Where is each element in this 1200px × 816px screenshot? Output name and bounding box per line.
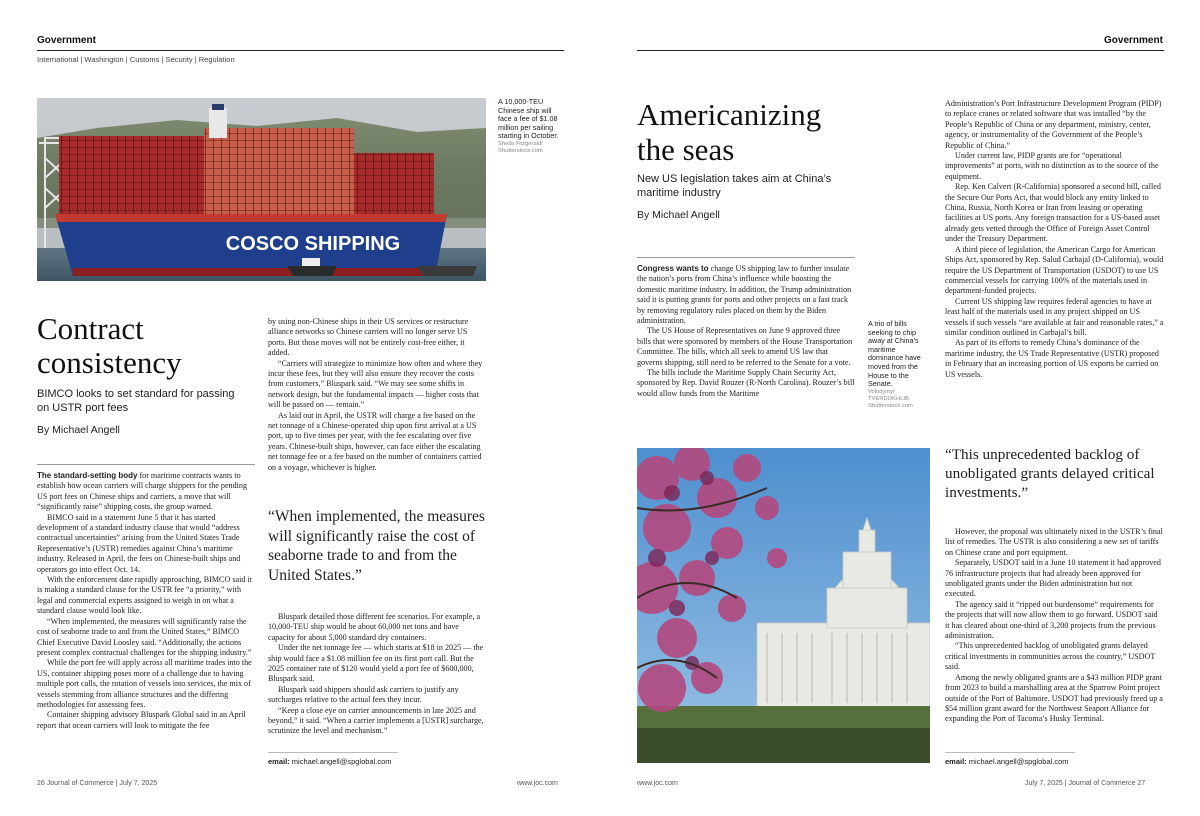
author-email-right bbox=[945, 757, 1069, 766]
paragraph-text: for maritime contracts wants to establish how ocean carriers will charge shippers for the pending US port fees on Chinese ships and carriers, a move that will “significantly raise” shipping costs, the group warned. bbox=[37, 471, 247, 512]
paragraph: However, the proposal was ultimately nixed in the USTR’s final list of remedies. The USTR is also considering a new set of tariffs on Chinese crane and port equipment. bbox=[945, 527, 1163, 557]
paragraph: Under current law, PIDP grants are for “operational improvements” at ports, with no distinction as to the source of the equipment. bbox=[945, 151, 1159, 181]
paragraph: A third piece of legislation, the American Cargo for American Ships Act, sponsored by Rep. Salud Carbajal (D-California), would require the US Department of Transportation (USDOT) to use US commercial vessels for carrying 100% of the materials used in department-funded projects. bbox=[945, 244, 1164, 296]
headline-line-2: the seas bbox=[637, 132, 735, 167]
paragraph: The agency said it “ripped out burdensome” requirements for the projects that will now allow them to go forward. USDOT said it has cleared about one-third of 3,200 projects from the previous administration. bbox=[945, 599, 1158, 641]
capitol-illustration bbox=[637, 448, 930, 763]
paragraph: Under the net tonnage fee — which starts at $18 in 2025 — the ship would face a $1.08 million fee on its first port call. But the 2025 container rate of $120 would yield a port fee of $600,000, Bluspark said. bbox=[268, 643, 484, 684]
paragraph: Bluspark said shippers should ask carriers to justify any surcharges relative to the actual fees they incur. bbox=[268, 684, 459, 705]
footer-right: July 7, 2025 | Journal of Commerce 27 bbox=[1025, 780, 1146, 787]
article-column-right-3 bbox=[945, 527, 1164, 725]
article-column-1 bbox=[37, 471, 255, 731]
byline: By Michael Angell bbox=[37, 424, 120, 436]
paragraph: The bills include the Maritime Supply Chain Security Act, sponsored by Rep. David Rouzer (R-North Carolina). Rouzer’s bill would allow funds from the Maritime bbox=[637, 368, 855, 398]
photo-credit: Volodymyr TVERDOKHLIB Shutterstock.com bbox=[868, 388, 913, 409]
paragraph: As part of its efforts to remedy China’s dominance of the maritime industry, the US Trade Representative (USTR) proposed in February that an increasing portion of US exports be carried on US vessels. bbox=[945, 338, 1159, 379]
headline-line-2: consistency bbox=[37, 345, 182, 380]
paragraph: Separately, USDOT said in a June 10 statement it had approved 76 infrastructure projects that had already been approved for unobligated grants under the Biden administration but not executed. bbox=[945, 558, 1161, 599]
lead-in: Congress wants to bbox=[637, 264, 709, 273]
section-title: Government bbox=[37, 35, 96, 46]
author-email bbox=[268, 757, 392, 766]
article-column-right-2 bbox=[945, 99, 1164, 380]
photo-caption bbox=[498, 98, 564, 155]
paragraph: “Keep a close eye on carrier announcements in late 2025 and beyond,” it said. “When a carrier implements a [USTR] surcharge, scrutinize the level and mechanism.” bbox=[268, 705, 484, 736]
photo-caption-right bbox=[868, 320, 930, 410]
deck-right: New US legislation takes aim at China’s maritime industry bbox=[637, 173, 832, 199]
article-column-right-1 bbox=[637, 264, 855, 399]
paragraph: With the enforcement date rapidly approaching, BIMCO said it is making a standard clause for the USTR fee “a priority,” with legal and commercial experts assigned to weigh in on what a standard clause would look like. bbox=[37, 575, 252, 616]
pull-quote: “When implemented, the measures will significantly raise the cost of seaborne trade to and from the United States.” bbox=[268, 508, 485, 584]
email-link[interactable]: michael.angell@spglobal.com bbox=[291, 757, 392, 766]
paragraph: Administration’s Port Infrastructure Development Program (PIDP) to replace cranes or related software that was installed “by the People’s Republic of China or any department, ministry, center, agency, or instrumentality of the Government of the People’s Republic of China.” bbox=[945, 99, 1162, 150]
email-rule-right bbox=[945, 752, 1075, 753]
lead-in: The standard-setting body bbox=[37, 471, 138, 480]
article-column-2-continued bbox=[268, 612, 486, 737]
email-label: email: bbox=[945, 757, 967, 766]
section-subnav: International | Washington | Customs | Security | Regulation bbox=[37, 55, 235, 64]
paragraph: “When implemented, the measures will significantly raise the cost of seaborne trade to and from the United States,” BIMCO Chief Executive David Loosley said. “Additionally, the actions present complex contractual challenges for the shipping industry.” bbox=[37, 616, 252, 657]
footer-url[interactable]: www.joc.com bbox=[517, 780, 558, 787]
paragraph: “Carriers will strategize to minimize how often and where they incur these fees, but they will also ensure they recover the costs from customers,” Bluspark said. “We may see some shifts in network design, but the fundamental impacts — higher costs that will be passed on — remain.” bbox=[268, 358, 483, 410]
capitol-photo bbox=[637, 448, 930, 763]
paragraph: Current US shipping law requires federal agencies to have at least half of the materials used in any project shipped on US vessels if such vessels “are available at fair and reasonable rates,” a similar condition outlined in Carbajal’s bill. bbox=[945, 296, 1164, 337]
email-link[interactable]: michael.angell@spglobal.com bbox=[968, 757, 1069, 766]
paragraph: The US House of Representatives on June 9 approved three bills that were sponsored by members of the House Transportation Committee. The bills, which all seek to amend US law that governs shipping, still need to be referred to the Senate for a vote. bbox=[637, 326, 853, 367]
ship-hull-name: COSCO SHIPPING bbox=[225, 233, 401, 255]
paragraph: As laid out in April, the USTR will charge a fee based on the net tonnage of a Chinese-operated ship upon first arrival at a US port, up to five times per year, with the fee escalating over five years. Chinese-built ships, however, can face either the escalating net tonnage fee or a fee based on the number of containers carried on a voyage, whichever is higher. bbox=[268, 410, 482, 472]
paragraph: “This unprecedented backlog of unobligated grants delayed critical investments in communities across the country,” USDOT said. bbox=[945, 641, 1156, 672]
footer-url-right[interactable]: www.joc.com bbox=[637, 780, 678, 787]
paragraph: Container shipping advisory Bluspark Global said in an April report that ocean carriers will look to mitigate the fee bbox=[37, 710, 246, 730]
ship-illustration bbox=[37, 98, 486, 281]
pull-quote-right: “This unprecedented backlog of unobligated grants delayed critical investments.” bbox=[945, 446, 1155, 501]
photo-caption-text: A trio of bills seeking to chip away at China’s maritime dominance have moved from the House to the Senate. bbox=[868, 319, 921, 389]
photo-credit: Sheila Fitzgerald/ Shutterstock.com bbox=[498, 140, 543, 154]
header-rule bbox=[37, 50, 564, 51]
paragraph: BIMCO said in a statement June 5 that it has started development of a standard industry clause that would “address contractual uncertainties” arising from the United States Trade Representative’s (USTR) remedies against China’s maritime industry. Released in April, the fees on Chinese-built ships and operators go into effect Oct. 14. bbox=[37, 512, 241, 574]
paragraph bbox=[37, 471, 255, 513]
footer-left: 26 Journal of Commerce | July 7, 2025 bbox=[37, 780, 158, 787]
paragraph-text: change US shipping law to further insulate the nation’s ports from China’s influence while boosting the domestic maritime industry. In addition, the Trump administration said it is putting grants for ports and other projects on a fast track by removing regulatory rules placed on them by the Biden administration. bbox=[637, 264, 852, 326]
headline-line-1: Contract bbox=[37, 311, 144, 346]
paragraph: Bluspark detailed those different fee scenarios. For example, a 10,000-TEU ship would be about 60,000 net tons and have capacity for about 5,000 standard dry containers. bbox=[268, 612, 481, 642]
paragraph: While the port fee will apply across all maritime trades into the US, container shipping poses more of a challenge due to having multiple port calls, the rotation of vessels into services, the mix of vessels stemming from alliance structures and the differing methodologies for assessing fees. bbox=[37, 658, 252, 709]
section-title-right: Government bbox=[1104, 35, 1163, 46]
ship-photo bbox=[37, 98, 486, 281]
byline-rule bbox=[37, 464, 255, 465]
byline-rule-right bbox=[637, 257, 855, 258]
header-rule-right bbox=[637, 50, 1164, 51]
headline-right bbox=[637, 97, 821, 167]
email-rule bbox=[268, 752, 398, 753]
byline-right: By Michael Angell bbox=[637, 209, 720, 221]
headline-line-1: Americanizing bbox=[637, 97, 822, 132]
paragraph: Among the newly obligated grants are a $43 million PIDP grant from 2023 to build a marshalling area at the Sparrow Point project outside of the Port of Baltimore. USDOT had previously freed up a $54 million grant award for the Northwest Seaport Alliance for expanding the Port of Tacoma’s Husky Terminal. bbox=[945, 672, 1163, 724]
paragraph: Rep. Ken Calvert (R-California) sponsored a second bill, called the Secure Our Ports Act, that would block any entity linked to China, Russia, North Korea or Iran from leasing or operating facilities at US ports. Any foreign transaction for a US-based asset already gets vetted through the Office of Foreign Asset Control under the Treasury Department. bbox=[945, 182, 1161, 244]
headline bbox=[37, 312, 182, 380]
deck: BIMCO looks to set standard for passing on USTR port fees bbox=[37, 388, 235, 414]
email-label: email: bbox=[268, 757, 290, 766]
paragraph bbox=[637, 264, 855, 326]
paragraph: by using non-Chinese ships in their US services or restructure alliance networks so Chinese carriers will no longer serve US ports. But those moves will not be entirely cost-free either, it added. bbox=[268, 317, 469, 358]
article-column-2 bbox=[268, 317, 486, 473]
photo-caption-text: A 10,000-TEU Chinese ship will face a fee of $1.08 million per sailing starting in October. bbox=[498, 97, 559, 141]
